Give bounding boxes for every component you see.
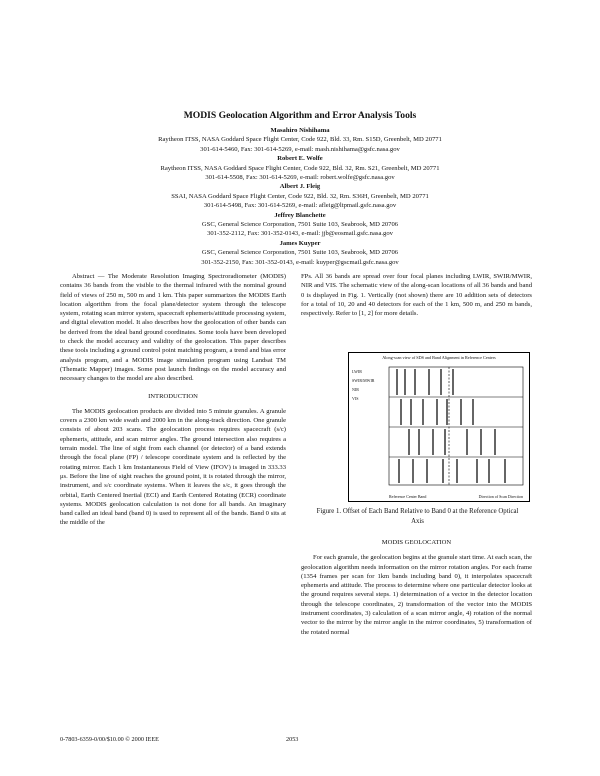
author-affiliation: GSC, General Science Corporation, 7501 Suite 103, Seabrook, MD 20706: [201, 221, 399, 229]
section-heading-introduction: INTRODUCTION: [148, 392, 198, 400]
page-number: 2053: [286, 736, 299, 743]
author-block: [70, 126, 530, 267]
author-affiliation: SSAI, NASA Goddard Space Flight Center, Code 922, Bld. 32, Rm. S36H, Greenbelt, MD 20771: [171, 192, 429, 200]
author-contact: 301-614-5460, Fax: 301-614-5269, e-mail: mash.nishihama@gsfc.nasa.gov: [200, 145, 400, 153]
author-name: Jeffrey Blanchette: [274, 211, 326, 219]
figure-label-reference: Reference Center Band: [389, 494, 427, 499]
author-name: Masahiro Nishihama: [270, 127, 330, 134]
figure-title: Along-scan view of SDS and Band Alignment in Reference Centers: [382, 355, 496, 360]
author-name: James Kuyper: [279, 239, 321, 247]
author-contact: 301-614-5498, Fax: 301-614-5269, e-mail: afleig@ltpmail.gsfc.nasa.gov: [203, 202, 397, 210]
abstract: Abstract — The Moderate Resolution Imaging Spectroradiometer (MODIS) contains 36 bands from the visible to the thermal infrared with the nominal ground field of views of 250 m, 500 m and 1 km. This paper summarizes the MODIS Earth location algorithm from the focal plane/detector system through the telescope system, rotating scan mirror system, spacecraft ephemeris/attitude processing system, and digital elevation model. It also describes how the geolocation of other bands can be derived from the ideal band ground coordinates. Some tools have been developed to check the model accuracy and validity of the geolocation. This paper describes these tools including a ground control point matching program, a trend and bias error analysis program, and a MODIS image simulation program using Landsat TM (Thematic Mapper) images. Some post launch findings on the model accuracy and necessary changes to the model are also described.: [60, 273, 286, 383]
figure-label-vis: VIS: [352, 396, 359, 401]
paper-title: MODIS Geolocation Algorithm and Error Analysis Tools: [183, 110, 417, 121]
figure-bottom-labels: [389, 494, 523, 499]
figure-caption: Figure 1. Offset of Each Band Relative to Band 0 at the Reference Optical Axis: [316, 508, 519, 525]
author-contact: 301-352-2112, Fax: 301-352-0143, e-mail: jjb@eosmail.gsfc.nasa.gov: [207, 230, 393, 238]
figure-label-swir: SWIR/MWIR: [352, 378, 375, 383]
left-column: [60, 272, 286, 528]
author-affiliation: GSC, General Science Corporation, 7501 Suite 103, Seabrook, MD 20706: [201, 249, 399, 257]
right-column-top: [301, 272, 532, 318]
figure-band-offsets: [348, 352, 530, 502]
introduction-paragraph: The MODIS geolocation products are divided into 5 minute granules. A granule covers a 2300 km wide swath and 2000 km in the along-track direction. One granule consists of about 203 scans. The geolocation process requires spacecraft (s/c) ephemeris, attitude, and scan mirror angles. The ground intersection also requires a terrain model. The line of sight from each channel (or detector) of a band extends through the focal plane (FP) / telescope coordinate system and is reflected by the rotating mirror. Each 1 km Instantaneous Field of View (IFOV) is imaged in 333.33 μs. Before the line of sight reaches the ground point, it is rotated through the mirror, instrument, and s/c coordinate systems. When it leaves the s/c, it goes through the orbital, Earth Centered Inertial (ECI) and Earth Centered Rotating (ECR) coordinate systems. MODIS geolocation calculation is not done for all bands. An imaginary band called an ideal band (band 0) is used to represent all of the bands. Band 0 sits at the middle of the: [60, 407, 286, 527]
author-name: Albert J. Fleig: [279, 183, 321, 191]
author-affiliation: Raytheon ITSS, NASA Goddard Space Flight Center, Code 922, Bld. 32, Rm. S21, Greenbelt, MD 20771: [160, 164, 440, 172]
author-affiliation: Raytheon ITSS, NASA Goddard Space Flight Center, Code 922, Bld. 33, Rm. S15D, Greenbelt, MD 20771: [158, 136, 442, 144]
geolocation-paragraph: For each granule, the geolocation begins at the granule start time. At each scan, the geolocation algorithm needs information on the mirror rotation angles. For each frame (1354 frames per scan for 1km bands including band 0), it interpolates spacecraft ephemeris and attitude. The process to determine where one particular detector looks at the ground requires several steps. 1) determination of a vector in the detector location through the telescope coordinates, 2) transformation of the vector into the MODIS instrument coordinates, 3) calculation of a scan mirror angle, 4) rotation of the normal vector to the mirror by the mirror angle in the mirror coordinates, 5) transformation of the rotated normal: [301, 554, 532, 636]
figure-label-lwir: LWIR: [352, 369, 362, 374]
body-paragraph: FPs. All 36 bands are spread over four focal planes including LWIR, SWIR/MWIR, NIR and VIS. The schematic view of the along-scan locations of all 36 bands and band 0 is displayed in Fig. 1. Vertically (not shown) there are 10 addition sets of detectors for a total of 10, 20 and 40 detectors for each of the 1 km, 500 m, and 250 m bands, respectively. Refer to [1, 2] for more details.: [301, 273, 532, 318]
footer-copyright: 0-7803-6359-0/00/$10.00 © 2000 IEEE: [60, 736, 159, 743]
figure-label-scan-direction: Direction of Scan Direction: [478, 494, 523, 499]
author-contact: 301-352-2150, Fax: 301-352-0143, e-mail: kuyper@gscmail.gsfc.nasa.gov: [201, 258, 399, 266]
section-heading-geolocation: MODIS GEOLOCATION: [381, 539, 452, 546]
author-contact: 301-614-5508, Fax: 301-614-5269, e-mail: robert.wolfe@gsfc.nasa.gov: [205, 174, 395, 182]
figure-label-nir: NIR: [352, 387, 359, 392]
right-column-bottom: [301, 530, 532, 637]
figure-band-grid: [349, 353, 529, 501]
author-name: Robert E. Wolfe: [277, 155, 323, 163]
